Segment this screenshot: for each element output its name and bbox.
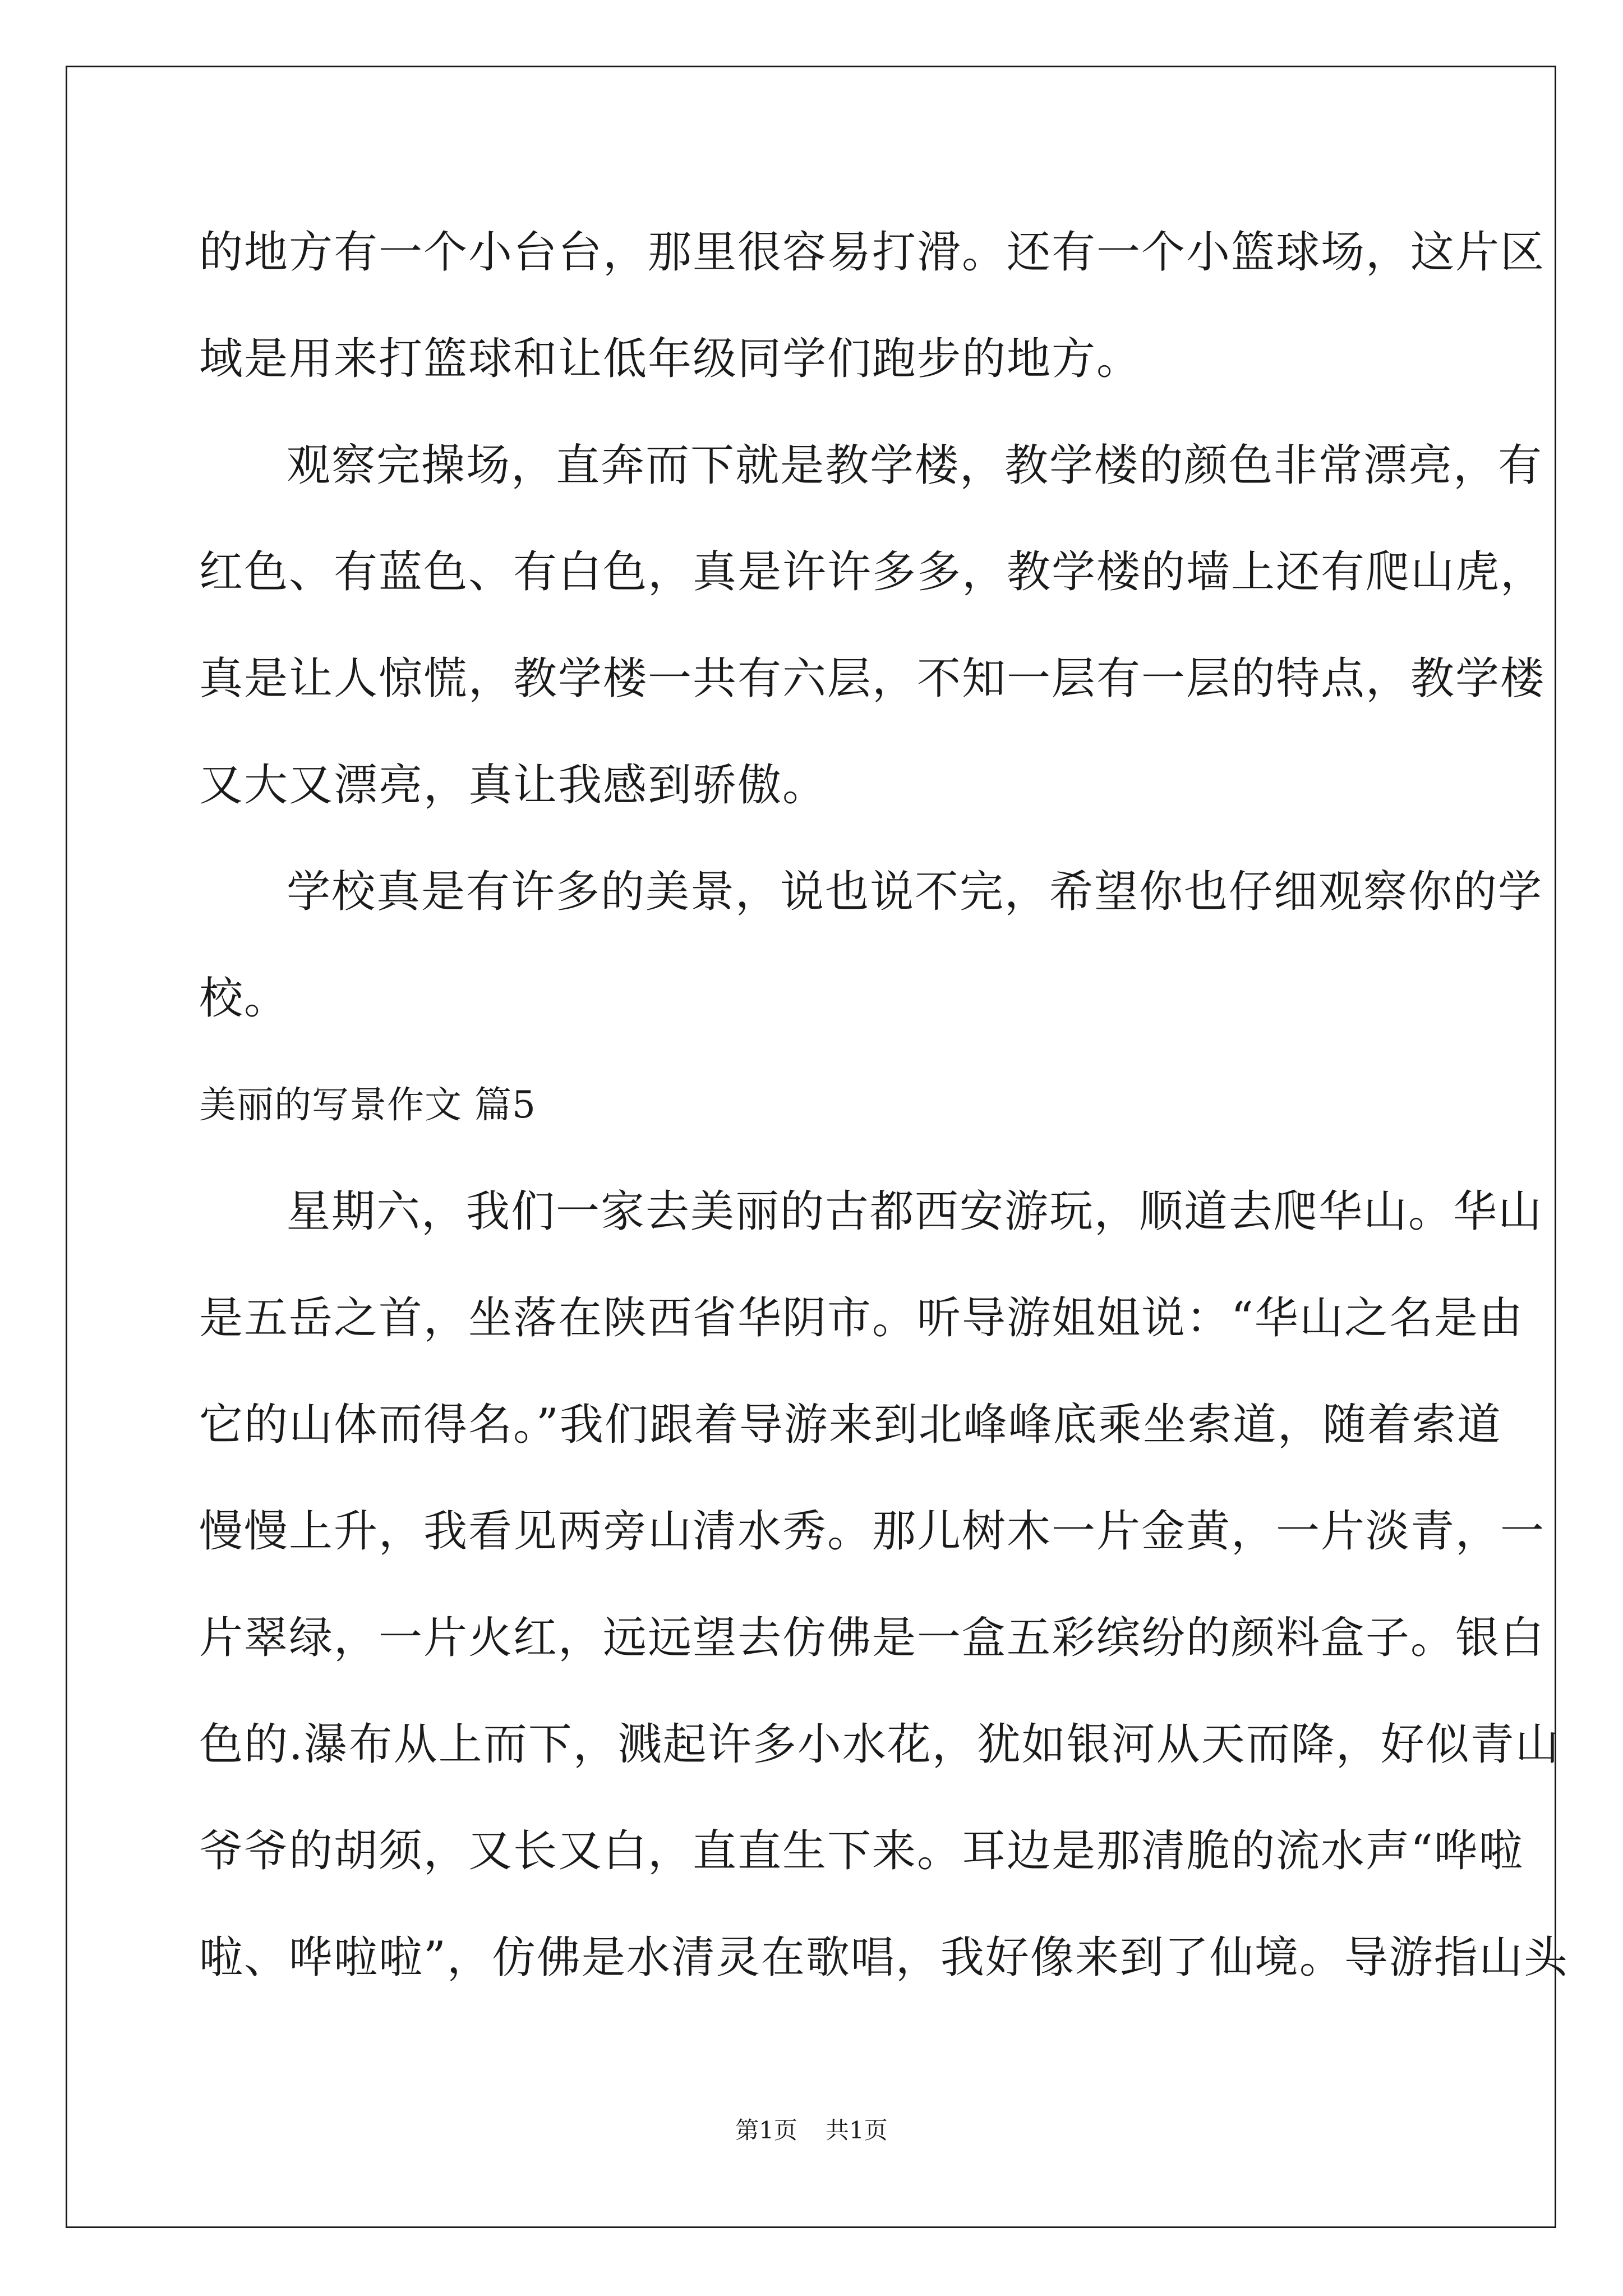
text-line: 片翠绿，一片火红，远远望去仿佛是一盒五彩缤纷的颜料盒子。银白 <box>199 1613 1546 1663</box>
paragraph-start-line: 学校真是有许多的美景，说也说不完，希望你也仔细观察你的学 <box>287 867 1543 917</box>
document-body <box>199 222 1569 2033</box>
text-line: 是五岳之首，坐落在陕西省华阴市。听导游姐姐说：“华山之名是由 <box>199 1293 1524 1343</box>
text-line: 域是用来打篮球和让低年级同学们跑步的地方。 <box>199 334 1142 384</box>
page-footer <box>0 2112 1623 2146</box>
paragraph-start-line: 星期六，我们一家去美丽的古都西安游玩，顺道去爬华山。华山 <box>287 1186 1543 1237</box>
text-line: 红色、有蓝色、有白色，真是许许多多，教学楼的墙上还有爬山虎， <box>199 547 1546 597</box>
paragraph-start-line: 观察完操场，直奔而下就是教学楼，教学楼的颜色非常漂亮，有 <box>287 440 1543 491</box>
text-line: 校。 <box>199 973 289 1024</box>
text-line: 真是让人惊慌，教学楼一共有六层，不知一层有一层的特点，教学楼 <box>199 654 1546 704</box>
text-line: 啦、哗啦啦”，仿佛是水清灵在歌唱，我好像来到了仙境。导游指山头 <box>199 1932 1569 1983</box>
section-heading: 美丽的写景作文 篇5 <box>199 1083 536 1126</box>
page-number: 第1页 <box>735 2116 797 2144</box>
text-line: 色的.瀑布从上而下，溅起许多小水花，犹如银河从天而降，好似青山 <box>199 1719 1560 1770</box>
text-line: 的地方有一个小台台，那里很容易打滑。还有一个小篮球场，这片区 <box>199 227 1546 278</box>
text-line: 慢慢上升，我看见两旁山清水秀。那儿树木一片金黄，一片淡青，一 <box>199 1506 1546 1557</box>
page-total: 共1页 <box>826 2116 888 2144</box>
text-line: 爷爷的胡须，又长又白，直直生下来。耳边是那清脆的流水声“哗啦 <box>199 1826 1524 1876</box>
text-line: 它的山体而得名。”我们跟着导游来到北峰峰底乘坐索道，随着索道 <box>199 1400 1502 1450</box>
text-line: 又大又漂亮，真让我感到骄傲。 <box>199 760 828 811</box>
